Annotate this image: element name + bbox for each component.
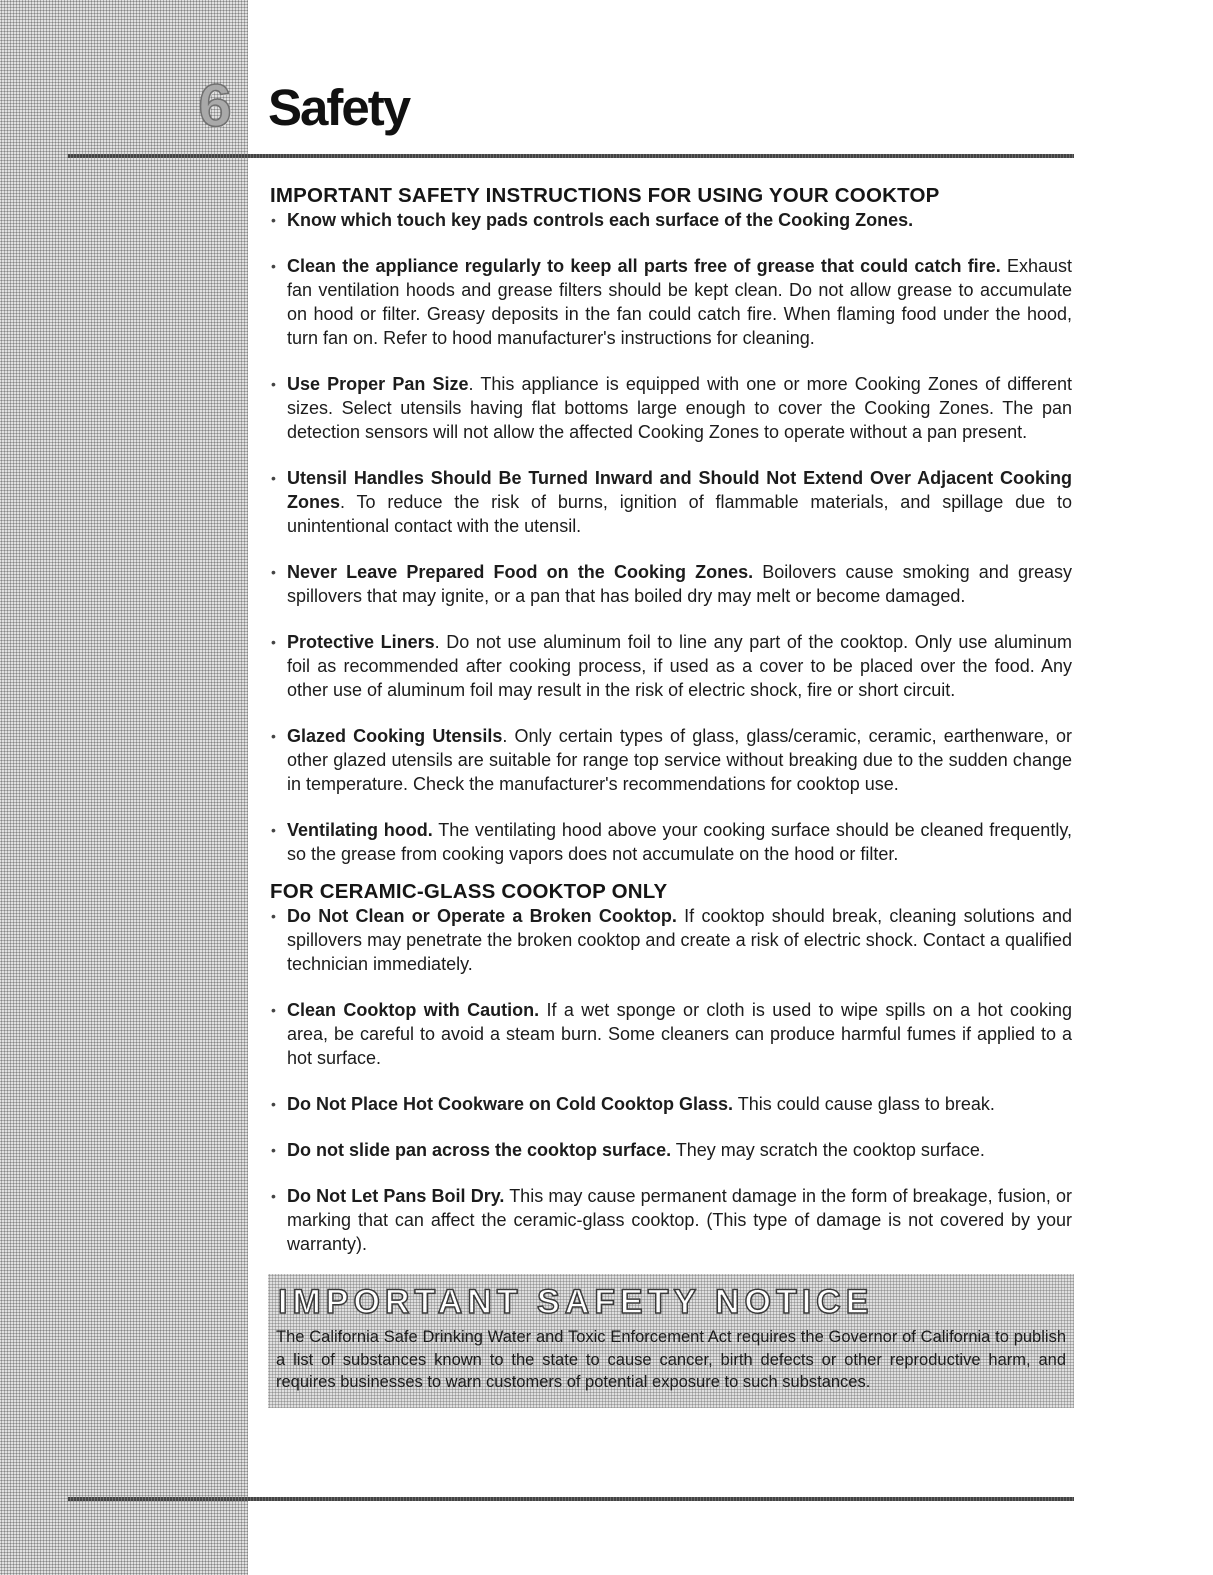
bullet-icon: • bbox=[271, 212, 276, 228]
bullet-icon: • bbox=[271, 1096, 276, 1112]
bullet-icon: • bbox=[271, 908, 276, 924]
list-item: • Use Proper Pan Size. This appliance is equipped with one or more Cooking Zones of different sizes. Select utensils having flat bottoms large enough to cover the Cooking Zones. The pan detection sensors will not allow the affected Cooking Zones to operate without a pan present. bbox=[271, 374, 1072, 442]
list-item: • Glazed Cooking Utensils. Only certain types of glass, glass/ceramic, ceramic, earthenware, or other glazed utensils are suitable for range top service without breaking due to the sudden change in temperature. Check the manufacturer's recommendations for cooktop use. bbox=[271, 726, 1072, 794]
list-item: • Know which touch key pads controls each surface of the Cooking Zones. bbox=[271, 210, 914, 230]
top-rule-divider bbox=[68, 154, 1074, 158]
notice-title: IMPORTANT SAFETY NOTICE bbox=[278, 1283, 874, 1321]
bullet-icon: • bbox=[271, 376, 276, 392]
list-item: • Do Not Let Pans Boil Dry. This may cause permanent damage in the form of breakage, fusion, or marking that can affect the ceramic-glass cooktop. (This type of damage is not covered by your warranty). bbox=[271, 1186, 1072, 1254]
list-item: • Do not slide pan across the cooktop surface. They may scratch the cooktop surface. bbox=[271, 1140, 985, 1160]
list-item: • Never Leave Prepared Food on the Cooking Zones. Boilovers cause smoking and greasy spillovers that may ignite, or a pan that has boiled dry may melt or become damaged. bbox=[271, 562, 1073, 606]
bullet-icon: • bbox=[271, 822, 276, 838]
bullet-icon: • bbox=[271, 1142, 276, 1158]
cooktop-instructions-section bbox=[270, 184, 1072, 866]
list-item: • Do Not Clean or Operate a Broken Cooktop. If cooktop should break, cleaning solutions and spillovers may penetrate the broken cooktop and create a risk of electric shock. Contact a qualified technician immediately. bbox=[271, 906, 1073, 974]
instruction-list bbox=[270, 208, 1072, 866]
halftone-sidebar bbox=[0, 0, 248, 1575]
bullet-icon: • bbox=[271, 728, 276, 744]
bullet-icon: • bbox=[271, 258, 276, 274]
section-heading: IMPORTANT SAFETY INSTRUCTIONS FOR USING YOUR COOKTOP bbox=[270, 184, 940, 207]
list-item: • Protective Liners. Do not use aluminum foil to line any part of the cooktop. Only use aluminum foil as recommended after cooking process, if used as a cover to be placed over the food. Any other use of aluminum foil may result in the risk of electric shock, fire or short circuit. bbox=[271, 632, 1072, 700]
list-item: • Do Not Place Hot Cookware on Cold Cooktop Glass. This could cause glass to break. bbox=[271, 1094, 995, 1114]
bullet-icon: • bbox=[271, 634, 276, 650]
safety-content bbox=[270, 184, 1072, 1256]
instruction-list bbox=[270, 904, 1072, 1256]
bullet-icon: • bbox=[271, 470, 276, 486]
bullet-icon: • bbox=[271, 564, 276, 580]
ceramic-glass-section bbox=[270, 880, 1072, 1256]
safety-notice-box bbox=[268, 1274, 1074, 1408]
list-item: • Clean Cooktop with Caution. If a wet sponge or cloth is used to wipe spills on a hot cooking area, be careful to avoid a steam burn. Some cleaners can produce harmful fumes if applied to a hot surface. bbox=[271, 1000, 1072, 1068]
bullet-icon: • bbox=[271, 1002, 276, 1018]
list-item: • Clean the appliance regularly to keep all parts free of grease that could catch fire. Exhaust fan ventilation hoods and grease filters should be kept clean. Do not allow grease to accumulate on hood or filter. Greasy deposits in the fan could catch fire. When flaming food under the hood, turn fan on. Refer to hood manufacturer's instructions for cleaning. bbox=[271, 256, 1072, 348]
bottom-rule-divider bbox=[68, 1497, 1074, 1501]
page-title: Safety bbox=[268, 79, 410, 136]
section-heading: FOR CERAMIC-GLASS COOKTOP ONLY bbox=[270, 880, 668, 903]
bullet-icon: • bbox=[271, 1188, 276, 1204]
chapter-number: 6 bbox=[198, 72, 232, 139]
list-item: • Ventilating hood. The ventilating hood above your cooking surface should be cleaned frequently, so the grease from cooking vapors does not accumulate on the hood or filter. bbox=[271, 820, 1072, 864]
notice-body: The California Safe Drinking Water and Toxic Enforcement Act requires the Governor of California to publish a list of substances known to the state to cause cancer, birth defects or other reproductive harm, and requires businesses to warn customers of potential exposure to such substances. bbox=[276, 1328, 1066, 1391]
list-item: • Utensil Handles Should Be Turned Inward and Should Not Extend Over Adjacent Cooking Zones. To reduce the risk of burns, ignition of flammable materials, and spillage due to unintentional contact with the utensil. bbox=[271, 468, 1072, 536]
